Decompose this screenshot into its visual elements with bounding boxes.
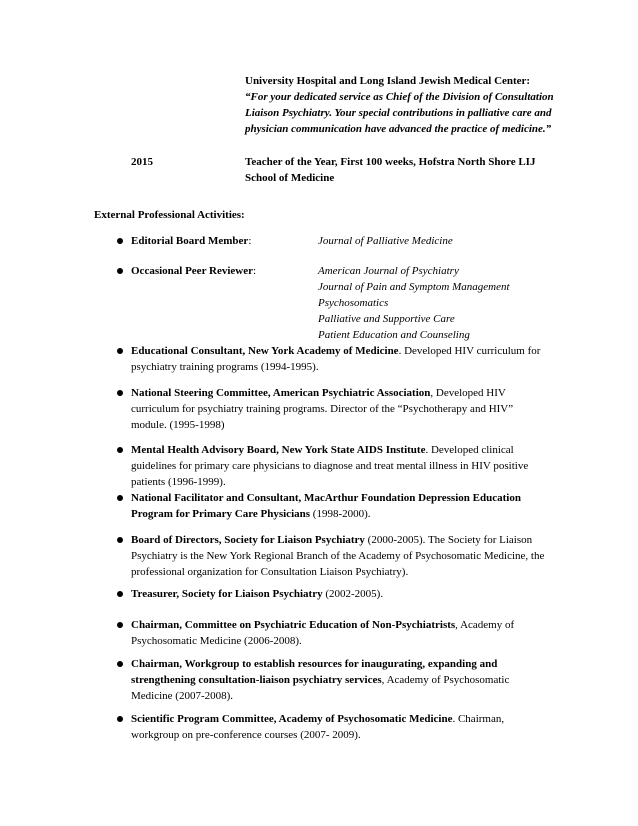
activity-detail: , Academy of Psychosomatic Medicine (2007-2008). (131, 674, 510, 702)
bullet-icon (117, 591, 123, 597)
activity-title: Educational Consultant, New York Academy of Medicine (131, 345, 399, 357)
activity-title: Chairman, Workgroup to establish resources for inaugurating, expanding and strengthening consultation-liaison psychiatry services (131, 658, 498, 686)
section-heading-external-activities: External Professional Activities: (94, 209, 245, 221)
activity-detail: , Developed HIV curriculum for psychiatry training programs. Director of the “Psychotherapy and HIV” module. (1995-1998) (131, 387, 514, 431)
reviewer-label-colon: : (252, 265, 257, 277)
reviewer-label-text: Occasional Peer Reviewer (131, 265, 253, 277)
activity-item (131, 586, 551, 602)
activity-title: Scientific Program Committee, Academy of Psychosomatic Medicine (131, 713, 453, 725)
activity-detail: (2002-2005). (322, 588, 384, 600)
bullet-icon (117, 622, 123, 628)
reviewer-journal-item: Journal of Pain and Symptom Management (318, 281, 510, 293)
bullet-icon (117, 495, 123, 501)
bullet-icon (117, 390, 123, 396)
reviewer-journal-item: Palliative and Supportive Care (318, 313, 455, 325)
editorial-label-colon: : (248, 235, 252, 247)
reviewer-label (131, 263, 256, 279)
bullet-icon (117, 661, 123, 667)
activity-title: Board of Directors, Society for Liaison Psychiatry (131, 534, 365, 546)
activity-item (131, 385, 551, 433)
activity-detail: (1998-2000). (310, 508, 371, 520)
award-lij-block (245, 73, 555, 137)
reviewer-journal-item: Patient Education and Counseling (318, 329, 470, 341)
reviewer-journal-item: Psychosomatics (318, 297, 389, 309)
bullet-icon (117, 238, 123, 244)
activity-item (131, 711, 551, 743)
editorial-label (131, 233, 251, 249)
activity-item (131, 617, 551, 649)
award-2015-year: 2015 (131, 156, 153, 168)
activity-detail: . Chairman, workgroup on pre-conference courses (2007- 2009). (131, 713, 505, 741)
activity-title: National Steering Committee, American Psychiatric Association (131, 387, 431, 399)
bullet-icon (117, 537, 123, 543)
activity-title: Mental Health Advisory Board, New York State AIDS Institute (131, 444, 426, 456)
activity-item (131, 442, 551, 490)
activity-item (131, 343, 551, 375)
activity-detail: (2000-2005). The Society for Liaison Psychiatry is the New York Regional Branch of the Academy of Psychosomatic Medicine, the professional organization for Consultation Liaison Psychiatry). (131, 534, 545, 578)
bullet-icon (117, 268, 123, 274)
reviewer-journal-item: American Journal of Psychiatry (318, 265, 459, 277)
bullet-icon (117, 447, 123, 453)
activity-detail: . Developed HIV curriculum for psychiatry training programs (1994-1995). (131, 345, 541, 373)
editorial-journal: Journal of Palliative Medicine (318, 235, 453, 247)
award-lij-quote: “For your dedicated service as Chief of the Division of Consultation Liaison Psychiatry. Your special contributions in palliative care and physician communication have advanced the practice of medicine.” (245, 91, 554, 135)
bullet-icon (117, 716, 123, 722)
editorial-label-text: Editorial Board Member (131, 235, 249, 247)
activity-title: Chairman, Committee on Psychiatric Education of Non-Psychiatrists (131, 619, 456, 631)
activity-title: Treasurer, Society for Liaison Psychiatry (131, 588, 323, 600)
activity-item (131, 532, 551, 580)
award-lij-title: University Hospital and Long Island Jewish Medical Center: (245, 75, 531, 87)
activity-item (131, 490, 551, 522)
activity-detail: , Academy of Psychosomatic Medicine (2006-2008). (131, 619, 515, 647)
activity-detail: . Developed clinical guidelines for primary care physicians to diagnose and treat mental illness in HIV positive patients (1996-1999). (131, 444, 529, 488)
award-2015-text: Teacher of the Year, First 100 weeks, Hofstra North Shore LIJ School of Medicine (245, 156, 536, 184)
bullet-icon (117, 348, 123, 354)
activity-title: National Facilitator and Consultant, MacArthur Foundation Depression Education Program for Primary Care Physicians (131, 492, 521, 520)
activity-item (131, 656, 551, 704)
reviewer-journal-list (318, 263, 558, 343)
